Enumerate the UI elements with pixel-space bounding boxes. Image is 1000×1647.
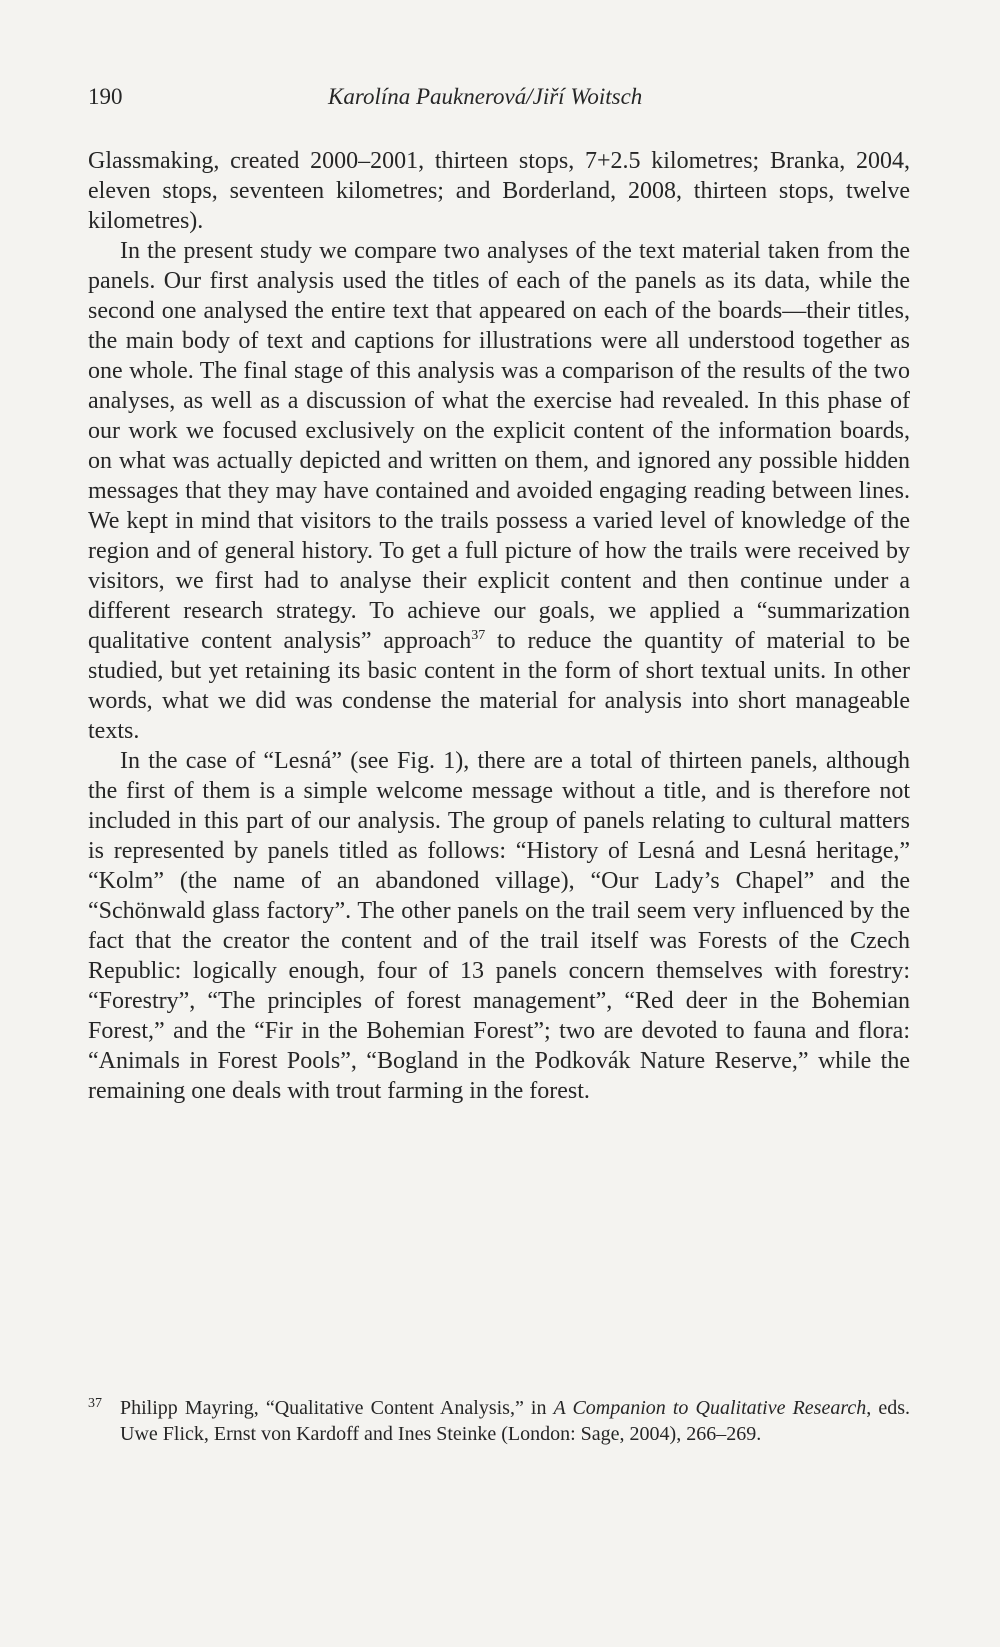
footnote-book-title: A Companion to Qualitative Research bbox=[553, 1397, 867, 1419]
footnote-number: 37 bbox=[88, 1396, 102, 1411]
footnote-details: , eds. Uwe Flick, Ernst von Kardoff and Ines Steinke (London: Sage, 2004), 266–269. bbox=[120, 1397, 910, 1445]
body-text bbox=[88, 146, 910, 1106]
footnote bbox=[88, 1395, 910, 1447]
footnote-text bbox=[88, 1395, 910, 1447]
paragraph-3: In the case of “Lesná” (see Fig. 1), there are a total of thirteen panels, although the first of them is a simple welcome message without a title, and is therefore not included in this part of our analysis. The group of panels relating to cultural matters is represented by panels titled as follows: “History of Lesná and Lesná heritage,” “Kolm” (the name of an abandoned village), “Our Lady’s Chapel” and the “Schönwald glass factory”. The other panels on the trail seem very influenced by the fact that the creator the content and of the trail itself was Forests of the Czech Republic: logically enough, four of 13 panels concern themselves with forestry: “Forestry”, “The principles of forest management”, “Red deer in the Bohemian Forest,” and the “Fir in the Bohemian Forest”; two are devoted to fauna and flora: “Animals in Forest Pools”, “Bogland in the Podkovák Nature Reserve,” while the remaining one deals with trout farming in the forest. bbox=[88, 748, 910, 1104]
page-number: 190 bbox=[88, 84, 123, 109]
paragraph-2-text-b: to reduce the quantity of material to be studied, but yet retaining its basic content in the form of short textual units. In other words, what we did was condense the material for analysis into short manageable texts. bbox=[88, 628, 911, 744]
running-head bbox=[88, 80, 910, 114]
paragraph-2 bbox=[88, 236, 910, 746]
paragraph-2-text-a: In the present study we compare two analyses of the text material taken from the panels. Our first analysis used the titles of each of the panels as its data, while the second one analysed the entire text that appeared on each of the boards—their titles, the main body of text and captions for illustrations were all understood together as one whole. The final stage of this analysis was a comparison of the results of the two analyses, as well as a discussion of what the exercise had revealed. In this phase of our work we focused exclusively on the explicit content of the information boards, on what was actually depicted and written on them, and ignored any possible hidden messages that they may have contained and avoided engaging reading between lines. We kept in mind that visitors to the trails possess a varied level of knowledge of the region and of general history. To get a full picture of how the trails were received by visitors, we first had to analyse their explicit content and then continue under a different research strategy. To achieve our goals, we applied a “summarization qualitative content analysis” approach bbox=[88, 238, 910, 654]
paragraph-1: Glassmaking, created 2000–2001, thirteen stops, 7+2.5 kilometres; Branka, 2004, eleven stops, seventeen kilometres; and Borderland, 2008, thirteen stops, twelve kilometres). bbox=[88, 148, 910, 234]
footnote-reference: 37 bbox=[471, 628, 486, 643]
running-title: Karolína Pauknerová/Jiří Woitsch bbox=[328, 84, 643, 109]
footnote-author: Philipp Mayring, “Qualitative Content Analysis,” in bbox=[120, 1397, 554, 1419]
